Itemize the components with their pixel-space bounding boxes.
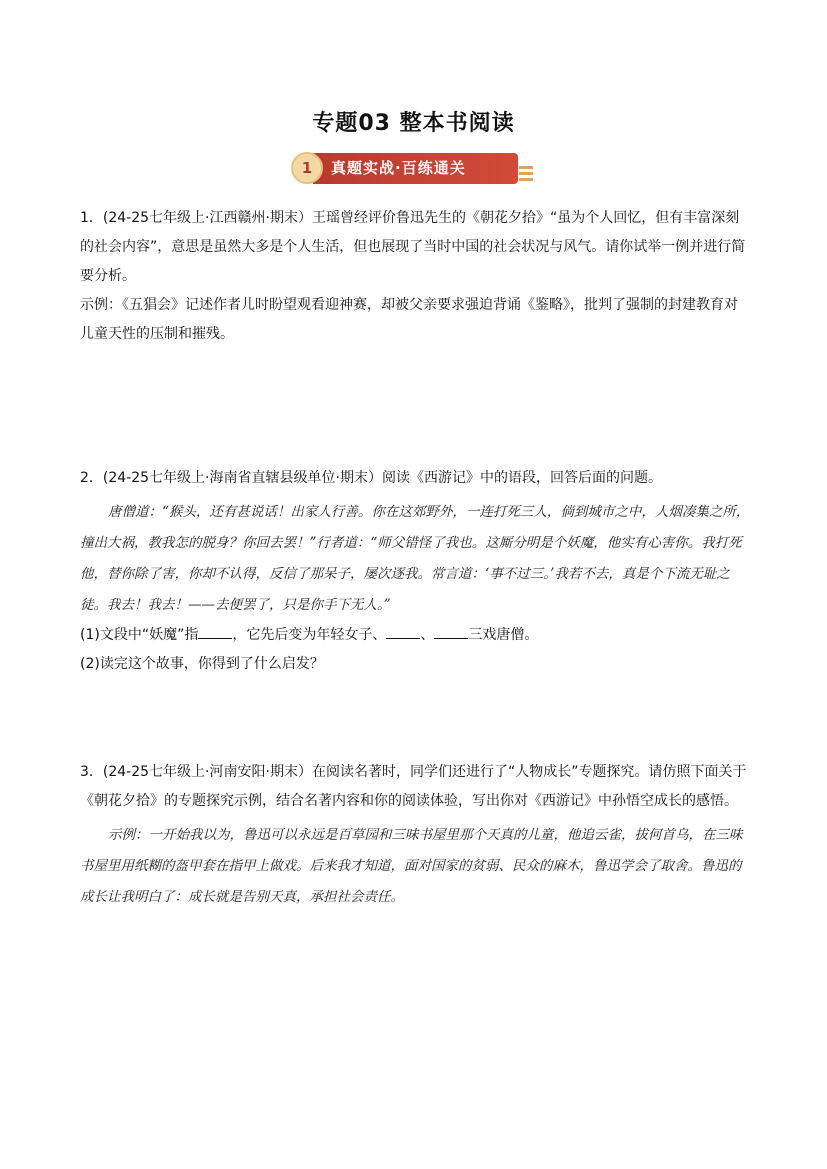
answer-blank[interactable] (386, 624, 420, 639)
answer-blank[interactable] (198, 624, 232, 639)
question-1-answer: 示例：《五猖会》记述作者儿时盼望观看迎神赛，却被父亲要求强迫背诵《鉴略》，批判了强制的封建教育对儿童天性的压制和摧残。 (80, 297, 738, 342)
section-banner (291, 150, 533, 188)
question-3-text: 3．(24-25七年级上·河南安阳·期末）在阅读名著时，同学们还进行了“人物成长”专题探究。请仿照下面关于《朝花夕拾》的专题探究示例，结合名著内容和你的阅读体验，写出你对《西游记》中孙悟空成长的感悟。 (80, 764, 747, 809)
question-1-text: 1．(24-25七年级上·江西赣州·期末）王瑶曾经评价鲁迅先生的《朝花夕拾》“虽为个人回忆，但有丰富深刻的社会内容”，意思是虽然大多是个人生活，但也展现了当时中国的社会状况与风气。请你试举一例并进行简要分析。 (80, 210, 746, 284)
banner-number-badge: 1 (291, 152, 323, 184)
banner-decoration-icon (519, 166, 533, 184)
question-3-example: 示例：一开始我以为，鲁迅可以永远是百草园和三味书屋里那个天真的儿童，他追云雀，拔何首乌，在三味书屋里用纸糊的盔甲套在指甲上做戏。后来我才知道，面对国家的贫弱、民众的麻木，鲁迅学会了取舍。鲁迅的成长让我明白了：成长就是告别天真，承担社会责任。 (80, 827, 743, 905)
question-3 (80, 758, 750, 913)
question-2-excerpt: 唐僧道：“猴头，还有甚说话！出家人行善。你在这郊野外，一连打死三人，倘到城市之中，人烟凑集之所，撞出大祸，教我怎的脱身？你回去罢！”行者道：“师父错怪了我也。这厮分明是个妖魔，他实有心害你。我打死他，替你除了害，你却不认得，反信了那呆子，屡次逐我。常言道：‘事不过三。’我若不去，真是个下流无耻之徒。我去！我去！——去便罢了，只是你手下无人。” (80, 504, 750, 613)
question-2-sub2: (2)读完这个故事，你得到了什么启发？ (80, 656, 324, 672)
answer-blank[interactable] (434, 624, 468, 639)
question-2-sub1: (1)文段中“妖魔”指 ，它先后变为年轻女子、 、 三戏唐僧。 (80, 621, 750, 650)
question-2-text: 2．(24-25七年级上·海南省直辖县级单位·期末）阅读《西游记》中的语段，回答后面的问题。 (80, 470, 662, 486)
banner-label: 真题实战·百练通关 (313, 153, 518, 184)
page-title: 专题03 整本书阅读 (312, 111, 515, 136)
question-1 (80, 204, 750, 349)
question-2 (80, 464, 750, 679)
